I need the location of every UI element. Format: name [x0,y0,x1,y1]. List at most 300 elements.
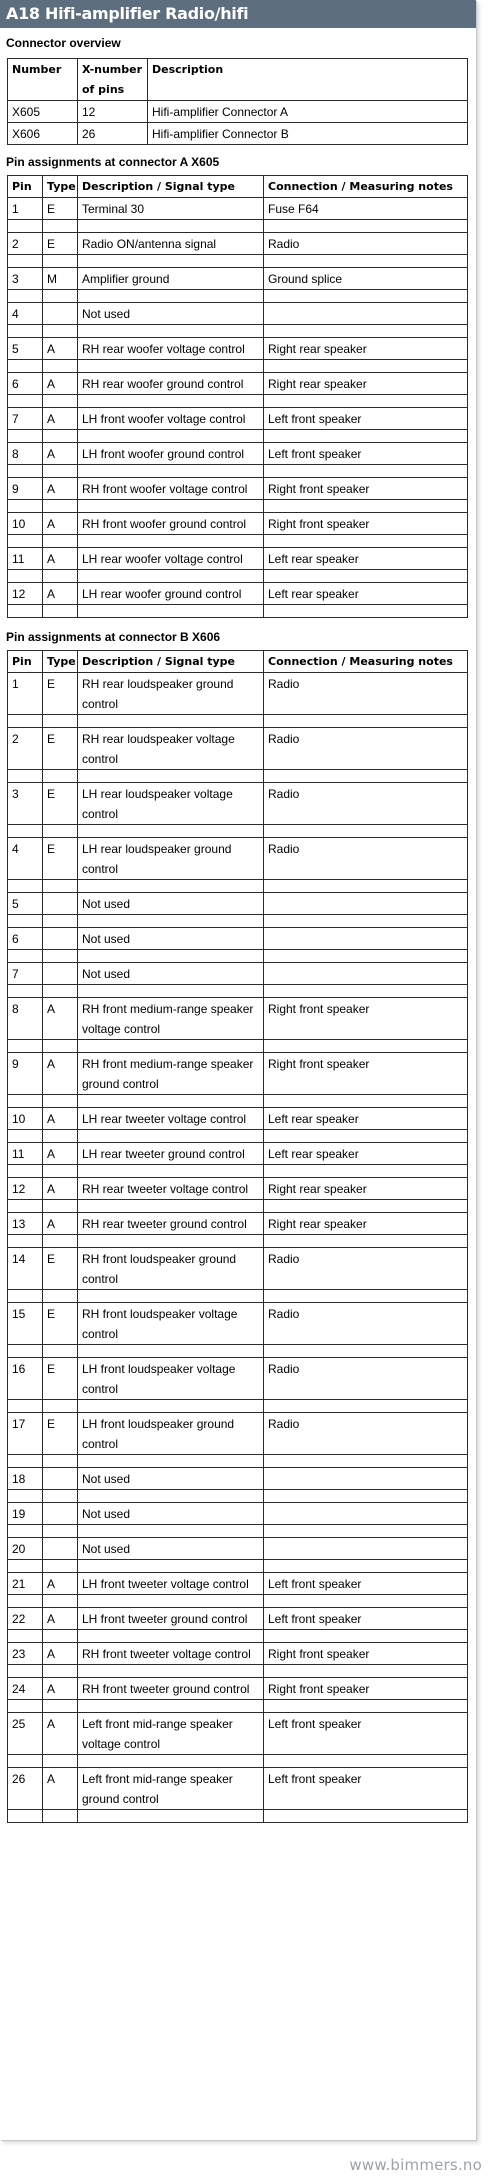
spacer-cell [8,1345,43,1358]
spacer-cell [8,1165,43,1178]
spacer-cell [8,535,43,548]
pin-row [8,1468,468,1490]
pin-row [8,303,468,325]
row-spacer [8,1665,468,1678]
signal-description: Not used [78,1468,264,1490]
row-spacer [8,1130,468,1143]
pin-type: A [43,478,78,500]
spacer-cell [43,1630,78,1643]
pin-number: 3 [8,268,43,290]
spacer-cell [43,1130,78,1143]
connection-note: Right rear speaker [264,1178,468,1200]
connection-note [264,1468,468,1490]
spacer-cell [43,1400,78,1413]
row-spacer [8,915,468,928]
spacer-cell [78,1810,264,1823]
spacer-cell [264,220,468,233]
pin-row [8,373,468,395]
signal-description: RH front loudspeaker voltage control [78,1303,264,1345]
pin-type: A [43,1643,78,1665]
spacer-cell [264,915,468,928]
spacer-cell [8,1040,43,1053]
spacer-cell [43,1095,78,1108]
pin-row [8,1768,468,1810]
connection-note: Left front speaker [264,443,468,465]
spacer-cell [78,1490,264,1503]
header-pin-count: X-number of pins [78,59,148,101]
spacer-cell [43,1165,78,1178]
spacer-cell [43,1455,78,1468]
pin-number: 2 [8,233,43,255]
signal-description: RH front woofer ground control [78,513,264,535]
spacer-cell [43,325,78,338]
spacer-cell [264,1755,468,1768]
spacer-cell [78,1455,264,1468]
pin-type [43,303,78,325]
connection-note: Left front speaker [264,1713,468,1755]
spacer-cell [264,1040,468,1053]
connection-note: Right front speaker [264,1678,468,1700]
spacer-cell [264,1560,468,1573]
spacer-cell [78,430,264,443]
pin-row [8,583,468,605]
pin-number: 8 [8,443,43,465]
connector-b-header-row [8,651,468,673]
spacer-cell [43,500,78,513]
connection-note: Left front speaker [264,1608,468,1630]
pin-number: 7 [8,963,43,985]
spacer-cell [264,715,468,728]
spacer-cell [78,770,264,783]
pin-number: 1 [8,673,43,715]
pin-row [8,1678,468,1700]
pin-row [8,513,468,535]
connection-note: Left rear speaker [264,583,468,605]
pin-row [8,1713,468,1755]
signal-description: Not used [78,303,264,325]
pin-number: 18 [8,1468,43,1490]
signal-description: RH front medium-range speaker voltage control [78,998,264,1040]
spacer-cell [264,1630,468,1643]
spacer-cell [8,570,43,583]
pin-type [43,1468,78,1490]
spacer-cell [78,360,264,373]
signal-description: RH front woofer voltage control [78,478,264,500]
pin-type: A [43,583,78,605]
spacer-cell [43,1040,78,1053]
row-spacer [8,770,468,783]
connection-note: Radio [264,1248,468,1290]
header-signal: Description / Signal type [78,651,264,673]
spacer-cell [8,770,43,783]
pin-number: 6 [8,928,43,950]
pin-number: 12 [8,583,43,605]
spacer-cell [8,605,43,618]
spacer-cell [264,1290,468,1303]
pin-number: 5 [8,338,43,360]
pin-number: 24 [8,1678,43,1700]
spacer-cell [78,1560,264,1573]
signal-description: Terminal 30 [78,198,264,220]
row-spacer [8,465,468,478]
spacer-cell [8,1560,43,1573]
pin-type: A [43,513,78,535]
spacer-cell [78,985,264,998]
pin-row [8,408,468,430]
spacer-cell [78,395,264,408]
pin-row [8,1538,468,1560]
spacer-cell [264,950,468,963]
connection-note [264,1503,468,1525]
spacer-cell [264,570,468,583]
pin-row [8,1503,468,1525]
pin-number: 22 [8,1608,43,1630]
pin-type: A [43,1213,78,1235]
row-spacer [8,1525,468,1538]
header-pin: Pin [8,176,43,198]
pin-number: 9 [8,1053,43,1095]
spacer-cell [264,1810,468,1823]
spacer-cell [78,325,264,338]
connection-note: Left rear speaker [264,548,468,570]
pin-type: A [43,1678,78,1700]
row-spacer [8,985,468,998]
pin-number: 4 [8,838,43,880]
connector-overview-heading: Connector overview [6,36,121,50]
pin-number: 8 [8,998,43,1040]
connector-b-heading: Pin assignments at connector B X606 [6,630,221,644]
spacer-cell [43,1490,78,1503]
pin-row [8,268,468,290]
pin-row [8,838,468,880]
connection-note: Radio [264,783,468,825]
spacer-cell [43,715,78,728]
spacer-cell [264,880,468,893]
pin-type: A [43,1143,78,1165]
row-spacer [8,1755,468,1768]
spacer-cell [43,1810,78,1823]
signal-description: Not used [78,928,264,950]
signal-description: LH front tweeter ground control [78,1608,264,1630]
connector-description: Hifi-amplifier Connector B [148,123,468,145]
spacer-cell [8,1095,43,1108]
overview-header-row [8,59,468,101]
spacer-cell [264,1165,468,1178]
pin-number: 17 [8,1413,43,1455]
connection-note: Right rear speaker [264,373,468,395]
pin-number: 10 [8,513,43,535]
pin-number: 4 [8,303,43,325]
signal-description: LH front tweeter voltage control [78,1573,264,1595]
spacer-cell [78,290,264,303]
pin-number: 15 [8,1303,43,1345]
row-spacer [8,325,468,338]
connector-a-header-row [8,176,468,198]
spacer-cell [8,395,43,408]
pin-count: 12 [78,101,148,123]
spacer-cell [264,1455,468,1468]
spacer-cell [78,570,264,583]
spacer-cell [8,325,43,338]
spacer-cell [43,570,78,583]
row-spacer [8,430,468,443]
connection-note: Left front speaker [264,1573,468,1595]
pin-number: 6 [8,373,43,395]
spacer-cell [8,220,43,233]
spacer-cell [43,1525,78,1538]
spacer-cell [78,825,264,838]
spacer-cell [43,985,78,998]
pin-type [43,1503,78,1525]
pin-number: 23 [8,1643,43,1665]
connector-b-table [7,650,468,1823]
connection-note: Radio [264,728,468,770]
spacer-cell [78,1400,264,1413]
connection-note: Fuse F64 [264,198,468,220]
spacer-cell [78,1130,264,1143]
pin-type: A [43,373,78,395]
signal-description: RH front tweeter voltage control [78,1643,264,1665]
spacer-cell [8,360,43,373]
spacer-cell [78,605,264,618]
header-connection: Connection / Measuring notes [264,651,468,673]
connection-note: Left rear speaker [264,1108,468,1130]
spacer-cell [43,1200,78,1213]
row-spacer [8,1455,468,1468]
spacer-cell [8,1665,43,1678]
pin-number: 11 [8,1143,43,1165]
spacer-cell [264,290,468,303]
spacer-cell [78,1665,264,1678]
pin-number: 3 [8,783,43,825]
spacer-cell [78,1235,264,1248]
connection-note: Right front speaker [264,513,468,535]
spacer-cell [43,220,78,233]
pin-type [43,1538,78,1560]
pin-row [8,1573,468,1595]
signal-description: LH rear tweeter ground control [78,1143,264,1165]
spacer-cell [78,465,264,478]
spacer-cell [43,1755,78,1768]
spacer-cell [43,915,78,928]
spacer-cell [8,1200,43,1213]
row-spacer [8,1630,468,1643]
connection-note: Left rear speaker [264,1143,468,1165]
row-spacer [8,395,468,408]
pin-type: A [43,1178,78,1200]
signal-description: LH front woofer ground control [78,443,264,465]
spacer-cell [78,715,264,728]
spacer-cell [264,430,468,443]
pin-row [8,1413,468,1455]
spacer-cell [78,1290,264,1303]
pin-row [8,1643,468,1665]
pin-type: M [43,268,78,290]
spacer-cell [43,1665,78,1678]
connection-note: Right front speaker [264,1053,468,1095]
pin-number: 9 [8,478,43,500]
row-spacer [8,1400,468,1413]
signal-description: Left front mid-range speaker voltage control [78,1713,264,1755]
row-spacer [8,1595,468,1608]
connection-note: Right front speaker [264,1643,468,1665]
spacer-cell [264,605,468,618]
spacer-cell [78,500,264,513]
spacer-cell [8,255,43,268]
pin-row [8,1213,468,1235]
overview-row [8,123,468,145]
spacer-cell [8,825,43,838]
spacer-cell [43,1290,78,1303]
spacer-cell [78,1595,264,1608]
pin-number: 19 [8,1503,43,1525]
signal-description: RH front loudspeaker ground control [78,1248,264,1290]
overview-row [8,101,468,123]
connection-note: Right front speaker [264,998,468,1040]
connector-description: Hifi-amplifier Connector A [148,101,468,123]
pin-row [8,1303,468,1345]
spacer-cell [43,360,78,373]
spacer-cell [78,1525,264,1538]
pin-type: E [43,198,78,220]
signal-description: Not used [78,963,264,985]
pin-row [8,1248,468,1290]
spacer-cell [8,1290,43,1303]
signal-description: Amplifier ground [78,268,264,290]
signal-description: Left front mid-range speaker ground control [78,1768,264,1810]
row-spacer [8,1095,468,1108]
spacer-cell [8,1595,43,1608]
spacer-cell [8,500,43,513]
row-spacer [8,255,468,268]
spacer-cell [8,1490,43,1503]
connector-number: X606 [8,123,78,145]
row-spacer [8,1235,468,1248]
header-signal: Description / Signal type [78,176,264,198]
signal-description: RH rear loudspeaker voltage control [78,728,264,770]
row-spacer [8,1810,468,1823]
connection-note [264,1538,468,1560]
pin-type: E [43,1248,78,1290]
pin-type: E [43,233,78,255]
pin-type: E [43,1413,78,1455]
spacer-cell [78,1755,264,1768]
pin-row [8,893,468,915]
pin-number: 5 [8,893,43,915]
pin-row [8,478,468,500]
pin-row [8,1108,468,1130]
pin-type: A [43,548,78,570]
header-number: Number [8,59,78,101]
spacer-cell [8,1810,43,1823]
row-spacer [8,570,468,583]
connection-note [264,893,468,915]
pin-type [43,928,78,950]
spacer-cell [43,1560,78,1573]
row-spacer [8,1200,468,1213]
spacer-cell [78,880,264,893]
pin-number: 26 [8,1768,43,1810]
pin-row [8,928,468,950]
signal-description: Not used [78,893,264,915]
spacer-cell [8,1235,43,1248]
connector-a-table [7,175,468,618]
signal-description: RH rear loudspeaker ground control [78,673,264,715]
spacer-cell [8,915,43,928]
spacer-cell [78,1165,264,1178]
connection-note: Radio [264,1358,468,1400]
pin-number: 20 [8,1538,43,1560]
spacer-cell [264,255,468,268]
pin-type [43,893,78,915]
spacer-cell [43,1235,78,1248]
spacer-cell [8,430,43,443]
header-type: Type [43,176,78,198]
signal-description: LH rear tweeter voltage control [78,1108,264,1130]
pin-number: 1 [8,198,43,220]
site-watermark: www.bimmers.no [349,2156,482,2174]
spacer-cell [78,1095,264,1108]
pin-number: 25 [8,1713,43,1755]
pin-row [8,1143,468,1165]
spacer-cell [43,535,78,548]
spacer-cell [78,1345,264,1358]
connection-note [264,963,468,985]
pin-type: A [43,1053,78,1095]
spacer-cell [8,950,43,963]
connector-number: X605 [8,101,78,123]
pin-type: A [43,408,78,430]
spacer-cell [264,1525,468,1538]
spacer-cell [43,605,78,618]
spacer-cell [8,715,43,728]
spacer-cell [264,1130,468,1143]
spacer-cell [264,825,468,838]
spacer-cell [43,950,78,963]
spacer-cell [78,915,264,928]
pin-row [8,728,468,770]
spacer-cell [264,500,468,513]
pin-type: E [43,673,78,715]
spacer-cell [8,1525,43,1538]
signal-description: RH rear tweeter ground control [78,1213,264,1235]
spacer-cell [78,255,264,268]
spacer-cell [264,535,468,548]
connection-note: Ground splice [264,268,468,290]
spacer-cell [264,465,468,478]
spacer-cell [8,1130,43,1143]
row-spacer [8,500,468,513]
pin-type: A [43,998,78,1040]
connector-a-heading: Pin assignments at connector A X605 [6,155,220,169]
pin-row [8,233,468,255]
spacer-cell [78,535,264,548]
spacer-cell [43,395,78,408]
pin-row [8,1178,468,1200]
spacer-cell [78,950,264,963]
row-spacer [8,605,468,618]
row-spacer [8,1040,468,1053]
spacer-cell [8,985,43,998]
pin-number: 12 [8,1178,43,1200]
pin-number: 13 [8,1213,43,1235]
pin-type: E [43,783,78,825]
spacer-cell [8,1455,43,1468]
signal-description: LH front loudspeaker voltage control [78,1358,264,1400]
spacer-cell [78,1040,264,1053]
pin-row [8,673,468,715]
pin-type: A [43,1108,78,1130]
